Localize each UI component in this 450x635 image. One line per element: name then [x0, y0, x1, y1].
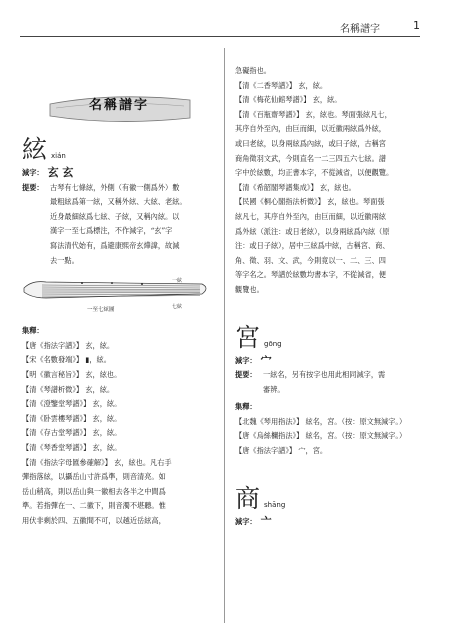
- running-header: [20, 20, 420, 37]
- jishi-item: 【北魏《琴用指法》】 絃名，宮。（按：原文無減字。）: [235, 416, 407, 426]
- tiyao-line: 寫法清代始有，爲避康熙帝玄燁諱，故減: [50, 240, 180, 250]
- jishi-long-line: 彈指落絃，以攝岳山寸許爲準，則音清亮。如: [22, 472, 166, 482]
- tongzhi-line: 絃凡七，其序自外至內，由巨而細，以近徽兩絃: [235, 211, 386, 221]
- tiyao-label: 提要：: [22, 182, 44, 192]
- tongzhi-line: 爲外絃（派注：或日老絃），以身兩絃爲內絃（原: [235, 226, 390, 236]
- jianzi-label: 減字：: [22, 168, 44, 177]
- jishi-item: 【清《梅花仙館琴譜》】 玄，絃。: [235, 95, 342, 105]
- entry-char: 商: [235, 483, 261, 513]
- tiyao-line: 審辨。: [263, 384, 285, 394]
- tongzhi-line: 觀覽也。: [235, 284, 264, 294]
- tongzhi-line: 【民國《桐心閣指法析微》】 玄，絃也。琴面張: [235, 197, 385, 207]
- jishi-long-line: 岳山稍高，則以岳山與一徽相去各半之中間爲: [22, 486, 166, 496]
- continuation-line: 急礙指也。: [235, 66, 271, 75]
- jianzi-glyphs: 玄 玄: [47, 166, 74, 179]
- jianzi-glyph: 亠: [260, 514, 272, 528]
- page-number: 1: [413, 19, 420, 32]
- section-banner: [44, 90, 194, 128]
- tongzhi-line: 等字名之。琴譜於絃數均書本字，不從減省，便: [235, 270, 386, 280]
- tongzhi-line: 注：或日子絃），居中三絃爲中絃，古稱宮、商、: [235, 241, 390, 251]
- tiyao-line: 近身最細絃爲七絃、子絃，又稱內絃。以: [50, 211, 180, 221]
- qin-strings-illustration: [22, 276, 213, 306]
- diagram-label-first: 一絃: [172, 278, 183, 285]
- jishi-long-line: 準。若指彈在一、二徽下，則音濁不堪聽。惟: [22, 501, 166, 511]
- jishi-long-line: 用伏非剩於四、五徽間不可，以越近岳絃高，: [22, 515, 166, 525]
- jishi-item: 【宋《名數發端》】 ▮，絃。: [22, 355, 111, 365]
- jishi-item: 【清《希韶閣琴譜集成》】 玄，絃也。: [235, 182, 356, 192]
- jianzi-row: [235, 515, 431, 530]
- right-column: [235, 42, 431, 627]
- diagram-caption: 一至七絃圖: [87, 307, 115, 314]
- tiyao-block: [235, 368, 431, 397]
- tiyao-block: [22, 181, 213, 269]
- bailu-line: 【清《百瓶齋琴譜》】 玄，絃也。琴面張絃凡七，: [235, 109, 392, 119]
- tiyao-line: 一絃名，另有按字也用此相同減字，需: [263, 370, 386, 380]
- column-divider: [224, 48, 225, 623]
- jishi-item: 【清《琴譜析微》】 玄，絃。: [22, 384, 115, 394]
- jianzi-label: 減字：: [235, 355, 257, 365]
- jianzi-label: 減字：: [235, 516, 257, 526]
- bailu-line: 商角徵羽文武，今則直名一二三四五六七絃。譜: [235, 153, 386, 163]
- jishi-label: 集釋：: [235, 402, 257, 412]
- jishi-item: 【唐《烏絲欄指法》】 絃名，宮。（按：原文無減字。）: [235, 431, 407, 441]
- jishi-item: 【清《琴香堂琴譜》】 玄，絃。: [22, 442, 122, 452]
- tiyao-label: 提要：: [235, 370, 257, 380]
- entry-heading-shang: [235, 485, 431, 515]
- entry-heading-xian: [22, 136, 213, 166]
- running-title: 名稱譜字: [340, 24, 380, 35]
- tiyao-line: 漢字一至七爲標注，不作減字，“玄”字: [50, 226, 173, 236]
- section-title: 名稱譜字: [88, 98, 149, 113]
- entry-char: 絃: [22, 135, 48, 164]
- tiyao-line: 古琴有七條絃，外側（有徽一側爲外）數: [50, 182, 180, 192]
- left-column: [22, 42, 213, 627]
- string-diagram: [22, 276, 213, 318]
- entry-pinyin: gōng: [264, 339, 282, 348]
- jishi-long-line: 【清《指法字母匯參確解》】 玄，絃也。凡右手: [22, 457, 172, 467]
- jianzi-glyph: 宀: [260, 353, 272, 367]
- entry-pinyin: shāng: [264, 500, 286, 509]
- entry-pinyin: xián: [51, 152, 66, 160]
- jishi-item: 【清《二香琴譜》】 玄，絃。: [235, 80, 328, 90]
- jishi-item: 【清《存古堂琴譜》】 玄，絃。: [22, 428, 122, 438]
- jishi-item: 【清《澄鑒堂琴譜》】 玄，絃。: [22, 399, 122, 409]
- bailu-line: 其序自外至內，由巨而細，以近徽兩絃爲外絃，: [235, 124, 386, 134]
- bailu-line: 字中於絃數，均正書本字，不從減省，以便觀覽。: [235, 168, 394, 178]
- bailu-line: 或曰老絃，以身兩絃爲內絃，或曰子絃，古稱宮: [235, 138, 386, 148]
- jishi-item: 【明《徽言秘旨》】 玄，絃也。: [22, 369, 122, 379]
- entry-char: 宮: [235, 322, 261, 352]
- jishi-item: 【唐《指法字譜》】 玄，絃。: [22, 340, 115, 350]
- jianzi-row: [235, 354, 431, 369]
- jishi-label: 集釋：: [22, 326, 44, 336]
- diagram-label-seventh: 七絃: [172, 304, 183, 311]
- entry-heading-gong: [235, 324, 431, 354]
- tiyao-line: 去一點。: [50, 255, 79, 265]
- jianzi-row: [22, 166, 213, 181]
- tiyao-line: 最粗絃爲第一絃，又稱外絃、大絃、老絃。: [50, 197, 187, 207]
- jishi-item: 【清《卧雲樓琴譜》】 玄，絃。: [22, 413, 122, 423]
- jishi-item: 【唐《指法字譜》】 宀，宮。: [235, 446, 328, 456]
- tongzhi-line: 角、徵、羽、文、武，今則竟以一、二、三、四: [235, 255, 386, 265]
